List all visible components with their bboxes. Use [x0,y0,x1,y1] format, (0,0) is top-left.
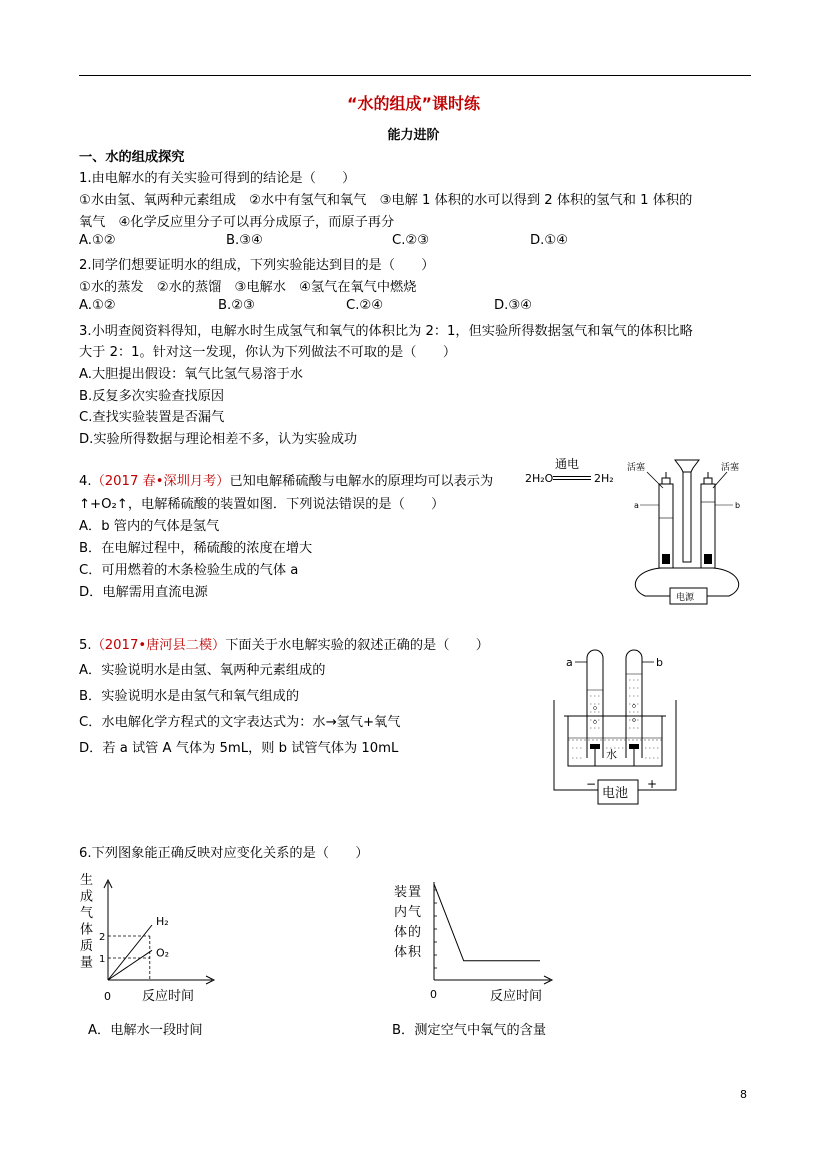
q3-option-d: D.实验所得数据与理论相差不多，认为实验成功 [79,432,358,447]
q5-number: 5. [79,638,92,653]
chart-b-ylabel-char: 内 [394,905,408,920]
q6-stem: 6.下列图象能正确反映对应变化关系的是（ ） [79,846,369,861]
q4-stem-line2: ↑+O₂↑，电解稀硫酸的装置如图．下列说法错误的是（ ） [79,497,445,512]
q5-fig-minus: − [586,777,597,791]
q2-stem: 2.同学们想要证明水的组成，下列实验能达到目的是（ ） [79,258,435,273]
q1-option-c: C.②③ [392,233,430,248]
q4-number: 4. [79,474,92,489]
chart-a-ylabel-char: 体 [80,922,94,938]
chart-b-series-line [434,884,540,961]
q3-stem-1: 3.小明查阅资料得知，电解水时生成氢气和氧气的体积比为 2：1，但实验所得数据氢气和氧气的体积比略 [79,324,693,339]
q4-stem-text: 已知电解稀硫酸与电解水的原理均可以表示为 [229,474,494,489]
q3-stem-2: 大于 2：1。针对这一发现，你认为下列做法不可取的是（ ） [79,345,457,360]
q5-fig-plus: + [647,777,658,791]
q1-line2: ①水由氢、氧两种元素组成 ②水中有氢气和氧气 ③电解 1 体积的水可以得到 2 体积的氢气和 1 体积的 [79,193,693,208]
q5-fig-label-b: b [656,656,663,669]
q5-source: （2017•唐河县二模） [91,638,226,653]
q6-option-a: A．电解水一段时间 [88,1023,203,1038]
q5-fig-label-a: a [566,656,573,669]
top-rule [79,75,751,76]
q5-fig-water-label: 水 [606,748,617,761]
chart-b-origin: 0 [430,988,437,1001]
q1-line3: 氧气 ④化学反应里分子可以再分成原子，而原子再分 [79,215,395,230]
q2-option-b: B.②③ [218,298,255,313]
q5-stem [79,634,489,653]
q6-option-b: B．测定空气中氧气的含量 [392,1023,547,1038]
chart-a-ylabel-char: 量 [80,955,94,971]
q4-electrolysis-apparatus [625,458,749,608]
q4-eq-left: 2H₂O [525,472,554,485]
chart-a-xlabel: 反应时间 [142,989,195,1004]
q1-option-d: D.①④ [530,233,568,248]
q5-fig-battery-label: 电池 [602,786,629,801]
q6-chart-b [390,868,560,1008]
q5-option-b: B．实验说明水是由氢气和氧气组成的 [79,689,300,704]
q5-option-a: A．实验说明水是由氢、氧两种元素组成的 [79,663,326,678]
q5-option-c: C．水电解化学方程式的文字表达式为：水→氢气+氧气 [79,715,401,730]
chart-b-ylabel-char: 气 [408,905,422,920]
q4-fig-valve-label-left: 活塞 [627,463,646,473]
q5-electrolysis-apparatus [550,648,680,810]
chart-a-ylabel-char: 成 [80,889,94,905]
chart-a-y-tick-label: 1 [99,954,106,965]
chart-a-origin: 0 [104,990,111,1003]
q3-option-b: B.反复多次实验查找原因 [79,389,225,404]
q4-fig-power-label: 电源 [676,593,695,603]
q4-source: （2017 春•深圳月考） [91,474,230,489]
q1-option-a: A.①② [79,233,116,248]
page-title: “水的组成”课时练 [346,94,481,113]
chart-a-ylabel [80,872,93,971]
chart-b-ylabel-char: 积 [408,945,422,960]
q2-option-c: C.②④ [346,298,384,313]
chart-b-ylabel-char: 体 [394,925,408,940]
chart-a-ylabel-char: 生 [80,873,94,888]
q4-fig-label-b: b [735,501,741,510]
chart-a-series-label: H₂ [156,915,169,928]
chart-a-ylabel-char: 气 [80,906,94,921]
q4-fig-valve-label-right: 活塞 [721,463,740,473]
q3-option-a: A.大胆提出假设：氧气比氢气易溶于水 [79,367,303,382]
chart-a-series-label: O₂ [156,946,170,960]
chart-b-ylabel-char: 置 [408,885,422,900]
q3-option-c: C.查找实验装置是否漏气 [79,410,225,425]
q6-chart-a [76,868,226,1008]
chart-b-ylabel-char: 体 [394,945,408,960]
chart-b-ylabel [394,884,422,960]
q4-stem-line1 [79,470,493,489]
section-heading: 一、水的组成探究 [79,150,185,165]
chart-a-series-line [108,925,152,980]
q2-items: ①水的蒸发 ②水的蒸馏 ③电解水 ④氢气在氧气中燃烧 [79,280,417,295]
q4-option-d: D．电解需用直流电源 [79,585,208,600]
q2-option-d: D.③④ [494,298,532,313]
q5-stem-text: 下面关于水电解实验的叙述正确的是（ ） [225,638,489,653]
q1-option-b: B.③④ [226,233,263,248]
q2-option-a: A.①② [79,298,116,313]
chart-a-y-tick-label: 2 [99,932,106,943]
page-number: 8 [740,1088,747,1101]
q4-eq-right: 2H₂ [594,472,614,485]
q5-option-d: D．若 a 试管 A 气体为 5mL，则 b 试管气体为 10mL [79,741,399,756]
chart-b-xlabel: 反应时间 [490,989,543,1004]
q4-fig-label-a: a [634,501,639,510]
q4-eq-bar [553,476,591,480]
chart-a-series-line [108,950,152,980]
subtitle: 能力进阶 [387,128,440,143]
chart-b-ylabel-char: 的 [408,925,422,940]
q4-option-a: A．b 管内的气体是氢气 [79,519,220,534]
q4-option-b: B．在电解过程中，稀硫酸的浓度在增大 [79,541,313,556]
q4-option-c: C．可用燃着的木条检验生成的气体 a [79,563,299,578]
chart-b-ylabel-char: 装 [394,885,408,900]
q1-stem: 1.由电解水的有关实验可得到的结论是（ ） [79,171,356,186]
q4-eq-condition: 通电 [555,457,580,471]
chart-a-ylabel-char: 质 [80,939,94,954]
